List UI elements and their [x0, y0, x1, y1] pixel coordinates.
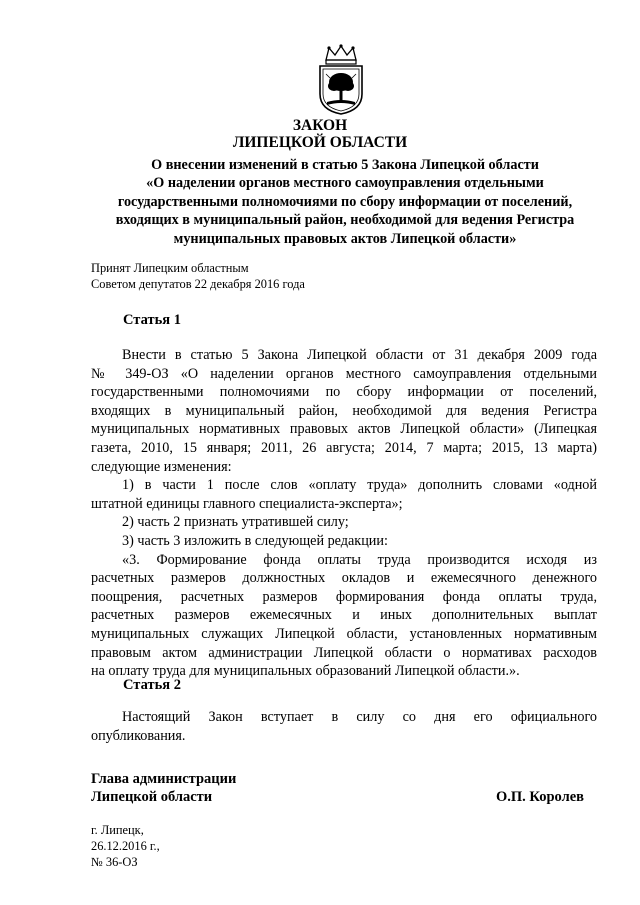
adoption-line: Советом депутатов 22 декабря 2016 года: [91, 277, 305, 291]
subtitle-line: входящих в муниципальный район, необходимой для ведения Регистра: [115, 212, 575, 229]
article-2-heading: Статья 2: [123, 677, 181, 693]
text-line: муниципальных служащих Липецкой области, установленных нормативным: [91, 625, 597, 642]
signatory-position: [91, 770, 236, 807]
law-subtitle: [90, 156, 600, 248]
text-line: поощрения, расчетных размеров формирования фонда оплаты труда,: [91, 588, 597, 605]
law-region-title: ЛИПЕЦКОЙ ОБЛАСТИ: [232, 134, 408, 151]
article-1-heading: Статья 1: [123, 312, 181, 328]
text-line: расчетных размеров должностных окладов и ежемесячного денежного: [91, 570, 597, 587]
law-title: ЗАКОН: [292, 117, 348, 134]
text-line: 3) часть 3 изложить в следующей редакции:: [122, 532, 388, 549]
footer-city: г. Липецк,: [91, 823, 144, 837]
text-line: газета, 2010, 15 января; 2011, 26 августа; 2014, 7 марта; 2015, 13 марта): [91, 439, 597, 456]
text-line: Настоящий Закон вступает в силу со дня его официального: [122, 709, 597, 725]
subtitle-line: О внесении изменений в статью 5 Закона Липецкой области: [151, 157, 539, 173]
document-footer: [91, 822, 160, 870]
text-line: Внести в статью 5 Закона Липецкой области от 31 декабря 2009 года: [122, 347, 597, 363]
article-1-body: [91, 346, 597, 681]
text-line: на оплату труда для муниципальных образований Липецкой области.».: [91, 663, 520, 680]
adoption-line: Принят Липецким областным: [91, 261, 249, 275]
subtitle-line: муниципальных правовых актов Липецкой области»: [173, 230, 517, 247]
signatory-name: О.П. Королев: [496, 789, 584, 805]
text-line: опубликования.: [91, 727, 186, 744]
text-line: 1) в части 1 после слов «оплату труда» дополнить словами «одной: [122, 477, 597, 494]
article-2-body: [91, 708, 597, 745]
position-line: Липецкой области: [91, 789, 213, 806]
text-line: государственными полномочиями по сбору информации от поселений,: [91, 384, 597, 401]
text-line: штатной единицы главного специалиста-эксперта»;: [91, 495, 403, 512]
text-line: правовым актом администрации Липецкой области о нормативах расходов: [91, 644, 597, 661]
subtitle-line: «О наделении органов местного самоуправления отдельными: [146, 175, 544, 192]
text-line: следующие изменения:: [91, 458, 232, 475]
text-line: 2) часть 2 признать утратившей силу;: [122, 514, 349, 531]
position-line: Глава администрации: [91, 771, 237, 787]
text-line: № 349-ОЗ «О наделении органов местного самоуправления отдельными: [91, 365, 597, 382]
footer-date: 26.12.2016 г.,: [91, 839, 160, 853]
footer-number: № 36-ОЗ: [91, 855, 138, 869]
coat-of-arms-icon: [312, 44, 370, 116]
text-line: «3. Формирование фонда оплаты труда производится исходя из: [122, 551, 597, 568]
text-line: расчетных размеров ежемесячных и иных дополнительных выплат: [91, 607, 597, 624]
adoption-note: [91, 260, 305, 292]
subtitle-line: государственными полномочиями по сбору информации от поселений,: [117, 193, 573, 210]
text-line: муниципальных нормативных правовых актов Липецкой области» (Липецкая: [91, 421, 597, 438]
text-line: входящих в муниципальный район, необходимой для ведения Регистра: [91, 402, 597, 419]
